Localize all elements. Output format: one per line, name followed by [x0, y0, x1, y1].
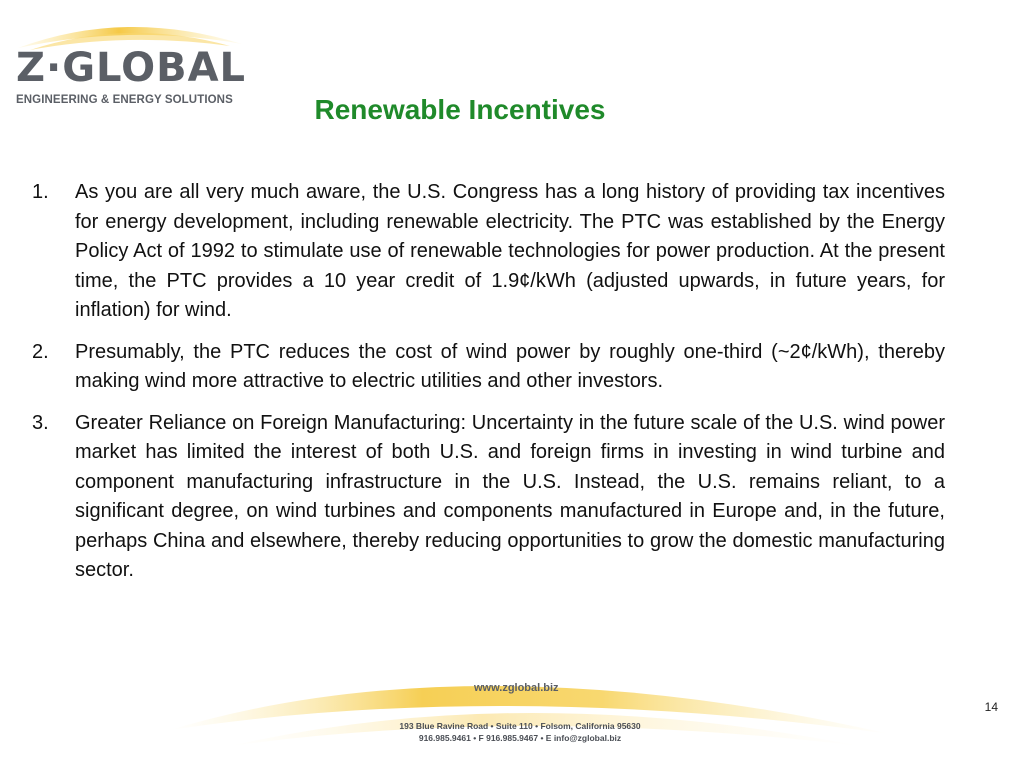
footer-address-line1: 193 Blue Ravine Road • Suite 110 • Folsom, California 95630 [399, 721, 641, 731]
list-item [32, 178, 945, 326]
list-item-text: As you are all very much aware, the U.S. Congress has a long history of providing tax incentives for energy development, including renewable electricity. The PTC was established by the Energy Policy Act of 1992 to stimulate use of renewable technologies for power production. At the present time, the PTC provides a 10 year credit of 1.9¢/kWh (adjusted upwards, in future years, for inflation) for wind. [75, 181, 945, 321]
list-item [32, 338, 945, 397]
footer-swoosh-graphic [0, 650, 1024, 768]
list-item [32, 409, 945, 586]
footer-website: www.zglobal.biz [474, 682, 559, 694]
list-item-number: 2. [32, 340, 49, 363]
incentives-list [32, 178, 945, 598]
list-item-number: 1. [32, 181, 49, 203]
page-number: 14 [984, 700, 998, 714]
slide-title [0, 94, 920, 126]
list-item-text: Greater Reliance on Foreign Manufacturing: Uncertainty in the future scale of the U.S. wind power market has limited the interest of both U.S. and foreign firms in investing in wind turbine and component manufacturing infrastructure in the U.S. Instead, the U.S. remains reliant, to a significant degree, on wind turbines and components manufactured in Europe and, in the future, perhaps China and elsewhere, thereby reducing opportunities to grow the domestic manufacturing sector. [75, 411, 945, 581]
footer-address [390, 720, 650, 744]
logo-tagline: ENGINEERING & ENERGY SOLUTIONS [16, 94, 233, 106]
footer-address-line2: 916.985.9461 • F 916.985.9467 • E info@zglobal.biz [418, 733, 622, 743]
slide-title-text: Renewable Incentives [314, 94, 606, 125]
logo-brand-text: Z·GLOBAL [16, 45, 247, 91]
list-item-number: 3. [32, 411, 49, 434]
list-item-text: Presumably, the PTC reduces the cost of wind power by roughly one-third (~2¢/kWh), thereby making wind more attractive to electric utilities and other investors. [75, 340, 945, 392]
